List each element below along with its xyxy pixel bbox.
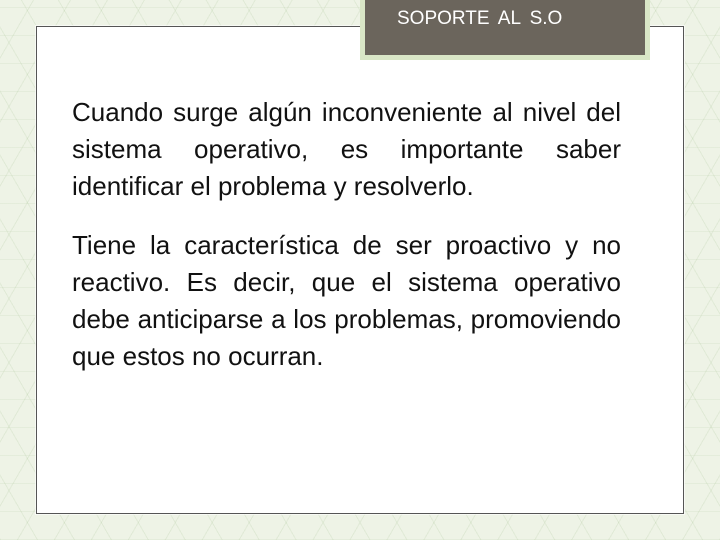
paragraph-2: Tiene la característica de ser proactivo y no reactivo. Es decir, que el sistema operativo debe anticiparse a los problemas, promoviendo que estos no ocurran.: [72, 230, 621, 371]
paragraph-1: Cuando surge algún inconveniente al nivel del sistema operativo, es importante saber identificar el problema y resolverlo.: [72, 97, 621, 201]
slide-title: SOPORTE AL S.O: [397, 8, 563, 29]
slide-content: [72, 94, 621, 375]
